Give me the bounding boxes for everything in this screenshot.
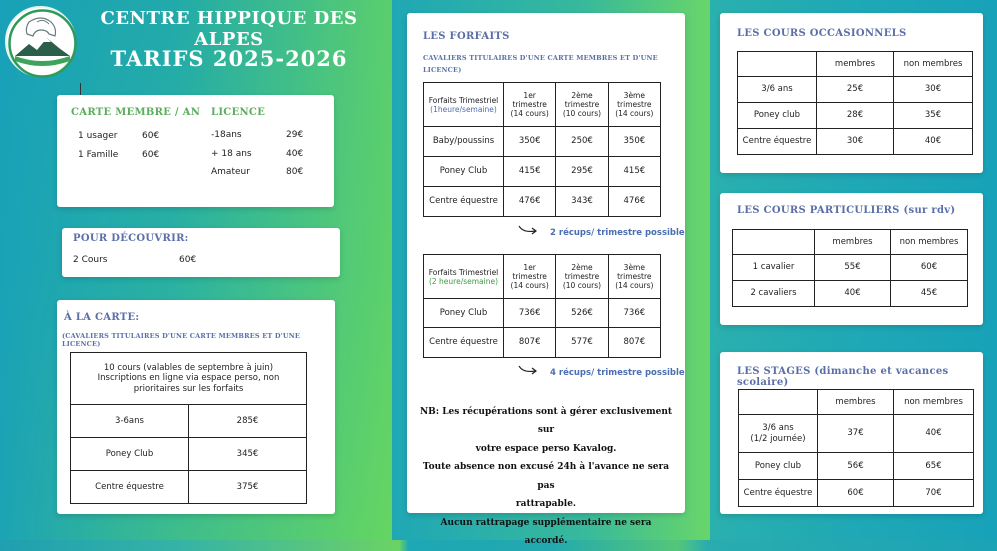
- occasionnels-table: membres non membres 3/6 ans 25€ 30€ Poney club 28€ 35€ Centre équestre 30€ 40€: [737, 51, 973, 155]
- membership-heading: CARTE MEMBRE / AN: [71, 107, 201, 118]
- particuliers-heading: LES COURS PARTICULIERS (sur rdv): [737, 205, 956, 216]
- page-subtitle: TARIFS 2025-2026: [110, 46, 348, 71]
- forfaits-note-1: 2 récups/ trimestre possible: [550, 228, 685, 238]
- stages-card: [720, 352, 983, 514]
- membership-price: 60€: [142, 131, 160, 141]
- a-la-carte-subheading: (CAVALIERS TITULAIRES D'UNE CARTE MEMBRES ET D'UNE LICENCE): [62, 332, 301, 348]
- table-row: Poney Club 736€ 526€ 736€: [424, 299, 661, 328]
- discover-price: 60€: [179, 255, 197, 265]
- horse-head-mountain-logo-icon: [7, 8, 78, 79]
- table-row: Centre équestre 375€: [71, 471, 307, 504]
- membership-price: 60€: [142, 150, 160, 160]
- table-row: 3/6 ans 25€ 30€: [738, 77, 973, 103]
- table-row: Poney Club 345€: [71, 438, 307, 471]
- licence-row: -18ans: [211, 130, 242, 140]
- forfaits-table-1: Forfaits Trimestriel (1heure/semaine) 1er trimestre (14 cours) 2ème trimestre (10 cours) 3ème trimestre (14 cours) Baby/poussins 350€ 250€ 350€ Poney Club 415€ 295€ 415€ Centre équestre 476€ 343€ 476€: [423, 82, 661, 217]
- occasionnels-heading: LES COURS OCCASIONNELS: [737, 28, 907, 39]
- page-title: CENTRE HIPPIQUE DES ALPES: [100, 8, 358, 50]
- curved-arrow-icon: [517, 224, 541, 236]
- table-row: 2 cavaliers 40€ 45€: [733, 281, 968, 307]
- membership-row: 1 usager: [78, 131, 118, 141]
- table-row: 3/6 ans (1/2 journée) 37€ 40€: [739, 415, 974, 453]
- forfaits-table-2-title: Forfaits Trimestriel (2 heure/semaine): [424, 255, 504, 299]
- table-row: 1 cavalier 55€ 60€: [733, 255, 968, 281]
- a-la-carte-table: [70, 352, 307, 504]
- forfaits-table-2: Forfaits Trimestriel (2 heure/semaine) 1er trimestre (14 cours) 2ème trimestre (10 cours) 3ème trimestre (14 cours) Poney Club 736€ 526€ 736€ Centre équestre 807€ 577€ 807€: [423, 254, 661, 358]
- discover-heading: POUR DÉCOUVRIR:: [73, 233, 189, 244]
- table-row: Poney club 28€ 35€: [738, 103, 973, 129]
- membership-card: [57, 95, 334, 207]
- table-row: 3-6ans 285€: [71, 405, 307, 438]
- table-row: Centre équestre 30€ 40€: [738, 129, 973, 155]
- forfaits-card: [407, 13, 685, 547]
- licence-price: 80€: [286, 167, 304, 177]
- licence-row: Amateur: [211, 167, 250, 177]
- stages-heading: LES STAGES (dimanche et vacances scolaire): [737, 366, 949, 388]
- forfaits-table-1-title: Forfaits Trimestriel (1heure/semaine): [424, 83, 504, 127]
- particuliers-table: membres non membres 1 cavalier 55€ 60€ 2 cavaliers 40€ 45€: [732, 229, 968, 307]
- forfaits-note-2: 4 récups/ trimestre possible: [550, 368, 685, 378]
- licence-price: 40€: [286, 149, 304, 159]
- licence-heading: LICENCE: [211, 107, 266, 118]
- forfaits-nb: NB: Les récupérations sont à gérer exclusivement sur votre espace perso Kavalog. Toute absence non excusé 24h à l'avance ne sera pas rattrapable. Aucun rattrapage supplémentaire ne sera accordé.: [419, 407, 673, 547]
- membership-row: 1 Famille: [78, 150, 119, 160]
- discover-card: [62, 228, 340, 277]
- forfaits-heading: LES FORFAITS: [423, 31, 510, 42]
- table-row: Centre équestre 807€ 577€ 807€: [424, 328, 661, 358]
- licence-row: + 18 ans: [211, 149, 252, 159]
- a-la-carte-table-header: 10 cours (valables de septembre à juin) Inscriptions en ligne via espace perso, non prioritaires sur les forfaits: [71, 353, 307, 405]
- stages-table: membres non membres 3/6 ans (1/2 journée) 37€ 40€ Poney club 56€ 65€ Centre équestre 60€ 70€: [738, 389, 974, 507]
- table-row: Centre équestre 60€ 70€: [739, 480, 974, 507]
- occasionnels-card: [720, 13, 983, 173]
- table-row: Poney club 56€ 65€: [739, 453, 974, 480]
- curved-arrow-icon: [517, 364, 541, 376]
- licence-price: 29€: [286, 130, 304, 140]
- logo: [5, 6, 76, 77]
- particuliers-card: [720, 193, 983, 325]
- table-row: Centre équestre 476€ 343€ 476€: [424, 187, 661, 217]
- table-row: Baby/poussins 350€ 250€ 350€: [424, 127, 661, 157]
- forfaits-subheading: CAVALIERS TITULAIRES D'UNE CARTE MEMBRES ET D'UNE LICENCE): [423, 54, 658, 75]
- table-row: Poney Club 415€ 295€ 415€: [424, 157, 661, 187]
- a-la-carte-card: [57, 300, 335, 514]
- discover-label: 2 Cours: [73, 255, 108, 265]
- a-la-carte-heading: À LA CARTE:: [64, 312, 140, 323]
